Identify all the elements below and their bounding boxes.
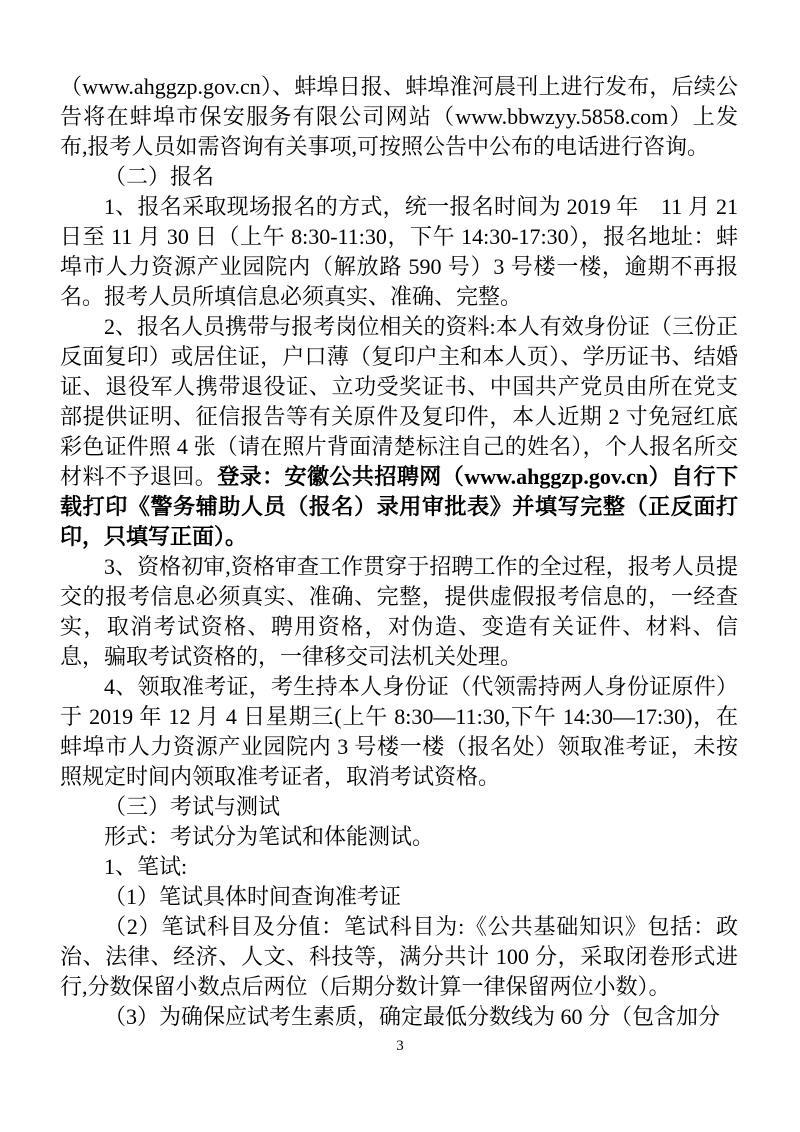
paragraph-exam-subjects: （2）笔试科目及分值：笔试科目为:《公共基础知识》包括：政治、法律、经济、人文、科技等，满分共计 100 分，采取闭卷形式进行,分数保留小数点后两位（后期分数计算一律保留两位小数）。 <box>60 914 738 999</box>
registration-materials-text: 2、报名人员携带与报考岗位相关的资料:本人有效身份证（三份正反面复印）或居住证，户口薄（复印户主和本人页）、学历证书、结婚证、退役军人携带退役证、立功受奖证书、中国共产党员由所在党支部提供证明、征信报告等有关原件及复印件，本人近期 2 寸免冠红底彩色证件照 4 张（请在照片背面清楚标注自己的姓名），个人报名所交材料不予退回。 <box>60 314 738 489</box>
paragraph-admission-ticket: 4、领取准考证，考生持本人身份证（代领需持两人身份证原件）于 2019 年 12 月 4 日星期三(上午 8:30—11:30,下午 14:30—17:30)，在蚌埠市人力资源产业园院内 3 号楼一楼（报名处）领取准考证，未按照规定时间内领取准考证者，取消考试资格。 <box>60 674 738 789</box>
paragraph-exam-time: （1）笔试具体时间查询准考证 <box>104 884 402 909</box>
paragraph-exam-format: 形式：考试分为笔试和体能测试。 <box>104 824 435 849</box>
paragraph-publication-continuation: （www.ahggzp.gov.cn）、蚌埠日报、蚌埠淮河晨刊上进行发布，后续公告将在蚌埠市保安服务有限公司网站（www.bbwzyy.5858.com）上发布,报考人员如需咨询有关事项,可按照公告中公布的电话进行咨询。 <box>60 74 738 159</box>
paragraph-registration-materials <box>60 312 738 552</box>
heading-registration: （二）报名 <box>104 164 215 189</box>
paragraph-written-exam: 1、笔试: <box>104 854 188 879</box>
paragraph-qualification-review: 3、资格初审,资格审查工作贯穿于招聘工作的全过程，报考人员提交的报考信息必须真实、准确、完整，提供虚假报考信息的，一经查实，取消考试资格、聘用资格，对伪造、变造有关证件、材料、信息，骗取考试资格的，一律移交司法机关处理。 <box>60 554 738 669</box>
document-body <box>60 72 738 1032</box>
paragraph-minimum-score: （3）为确保应试考生素质，确定最低分数线为 60 分（包含加分 <box>104 1004 721 1029</box>
heading-exam-test: （三）考试与测试 <box>104 794 281 819</box>
page-number: 3 <box>396 1038 404 1054</box>
paragraph-registration-time: 1、报名采取现场报名的方式，统一报名时间为 2019 年 11 月 21 日至 11 月 30 日（上午 8:30-11:30，下午 14:30-17:30），报名地址：蚌埠市人力资源产业园院内（解放路 590 号）3 号楼一楼，逾期不再报名。报考人员所填信息必须真实、准确、完整。 <box>60 194 738 309</box>
bold-login-instructions: 登录：安徽公共招聘网（www.ahggzp.gov.cn）自行下载打印《警务辅助人员（报名）录用审批表》并填写完整（正反面打印，只填写正面）。 <box>60 464 738 549</box>
